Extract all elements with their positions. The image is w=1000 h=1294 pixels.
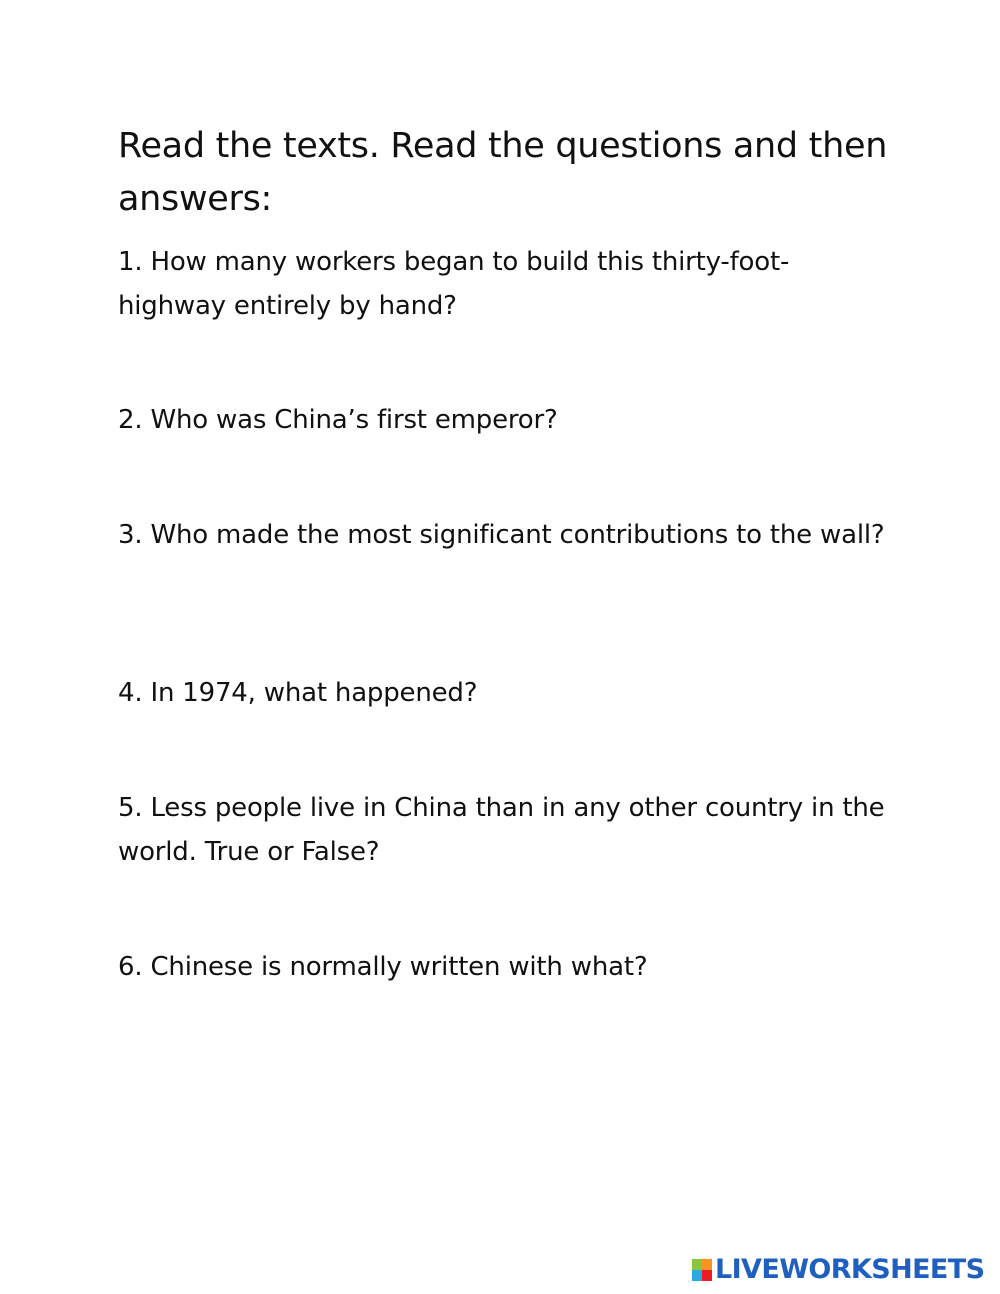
question-5: 5. Less people live in China than in any other country in the world. True or False? bbox=[118, 793, 885, 867]
question-4: 4. In 1974, what happened? bbox=[118, 678, 478, 708]
question-1: 1. How many workers began to build this thirty-foot-highway entirely by hand? bbox=[118, 247, 790, 321]
liveworksheets-brand bbox=[692, 1254, 984, 1286]
question-6: 6. Chinese is normally written with what? bbox=[118, 952, 648, 982]
question-3: 3. Who made the most significant contributions to the wall? bbox=[118, 520, 885, 550]
liveworksheets-logo-icon bbox=[692, 1259, 712, 1281]
question-2: 2. Who was China’s first emperor? bbox=[118, 405, 558, 435]
worksheet-title: Read the texts. Read the questions and then answers: bbox=[118, 126, 888, 219]
brand-name: LIVEWORKSHEETS bbox=[715, 1254, 985, 1285]
